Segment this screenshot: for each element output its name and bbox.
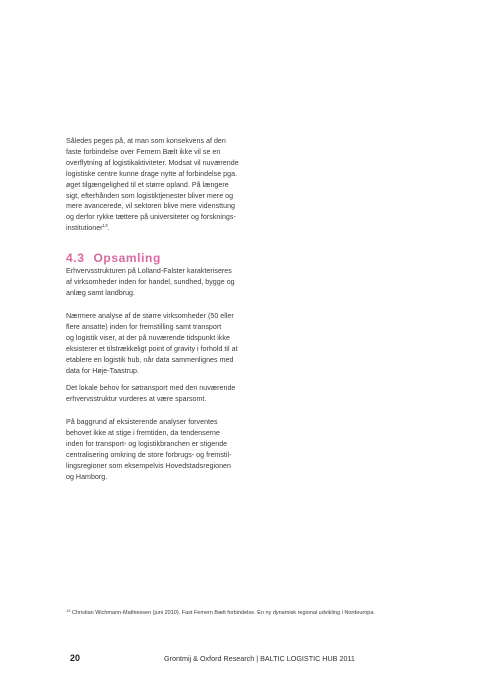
- text-line: af virksomheder inden for handel, sundhed, bygge og: [66, 277, 235, 286]
- text-line: lingsregioner som eksempelvis Hovedstadsregionen: [66, 461, 231, 470]
- text-line: overflytning af logistikaktiviteter. Modsat vil nuværende: [66, 158, 239, 167]
- section-number: 4.3: [66, 251, 85, 265]
- intro-paragraph: [66, 136, 260, 234]
- text-line: På baggrund af eksisterende analyser forventes: [66, 418, 218, 426]
- text-line: Nærmere analyse af de større virksomheder (50 eller: [66, 312, 234, 320]
- text-line: sigt, efterhånden som logistiktjenester bliver mere og: [66, 191, 234, 200]
- end-punctuation: .: [107, 224, 110, 233]
- text-line: etablere en logistik hub, når data sammenlignes med: [66, 355, 234, 364]
- footnote-reference[interactable]: 13: [102, 223, 108, 229]
- text-line: data for Høje-Taastrup.: [66, 366, 140, 375]
- text-line: eksisterer et tilstrækkeligt point of gravity i forhold til at: [66, 344, 238, 353]
- paragraph: [66, 311, 260, 376]
- text-line: behovet ikke at stige i fremtiden, da tendenserne: [66, 428, 220, 437]
- running-footer: Grontmij & Oxford Research | BALTIC LOGISTIC HUB 2011: [164, 654, 355, 663]
- section-heading: [66, 251, 161, 265]
- page-number: 20: [70, 653, 81, 663]
- text-line: centralisering omkring de store forbrugs- og fremstil-: [66, 450, 232, 459]
- paragraph: [66, 417, 260, 482]
- text-line: og logistik viser, at der på nuværende tidspunkt ikke: [66, 333, 230, 342]
- text-line: flere ansatte) inden for fremstilling samt transport: [66, 322, 222, 331]
- text-line: [66, 223, 260, 234]
- footnote: [66, 610, 375, 616]
- text-line: Det lokale behov for søtransport med den nuværende: [66, 384, 236, 392]
- text-line: faste forbindelse over Femern Bælt ikke vil se en: [66, 147, 221, 156]
- paragraph: [66, 383, 260, 405]
- footnote-text: Christian Wichmann-Mathiessen (juni 2010). Fast Femern Bælt forbindelse. En ny dynamisk regional udvikling i Nordeuropa.: [71, 610, 375, 616]
- text-line: og derfor rykke tættere på universiteter og forsknings-: [66, 213, 236, 222]
- text-line: logistiske centre kunne drage nytte af forbindelse pga.: [66, 169, 238, 178]
- text-line: inden for transport- og logistikbranchen er stigende: [66, 439, 228, 448]
- footnote-number: 13: [66, 608, 71, 613]
- text-fragment: institutioner: [66, 224, 103, 233]
- text-line: anlæg samt landbrug.: [66, 288, 136, 297]
- text-line: Erhvervsstrukturen på Lolland-Falster karakteriseres: [66, 267, 232, 275]
- text-line: og Hamborg.: [66, 472, 108, 481]
- text-line: Således peges på, at man som konsekvens af den: [66, 137, 226, 145]
- text-line: mere avancerede, vil sektoren blive mere vidensttung: [66, 202, 236, 211]
- text-line: erhvervsstruktur vurderes at være sparsomt.: [66, 394, 207, 403]
- section-title: Opsamling: [93, 251, 161, 265]
- paragraph: [66, 266, 260, 299]
- text-line: øget tilgængelighed til et større opland. På længere: [66, 180, 229, 189]
